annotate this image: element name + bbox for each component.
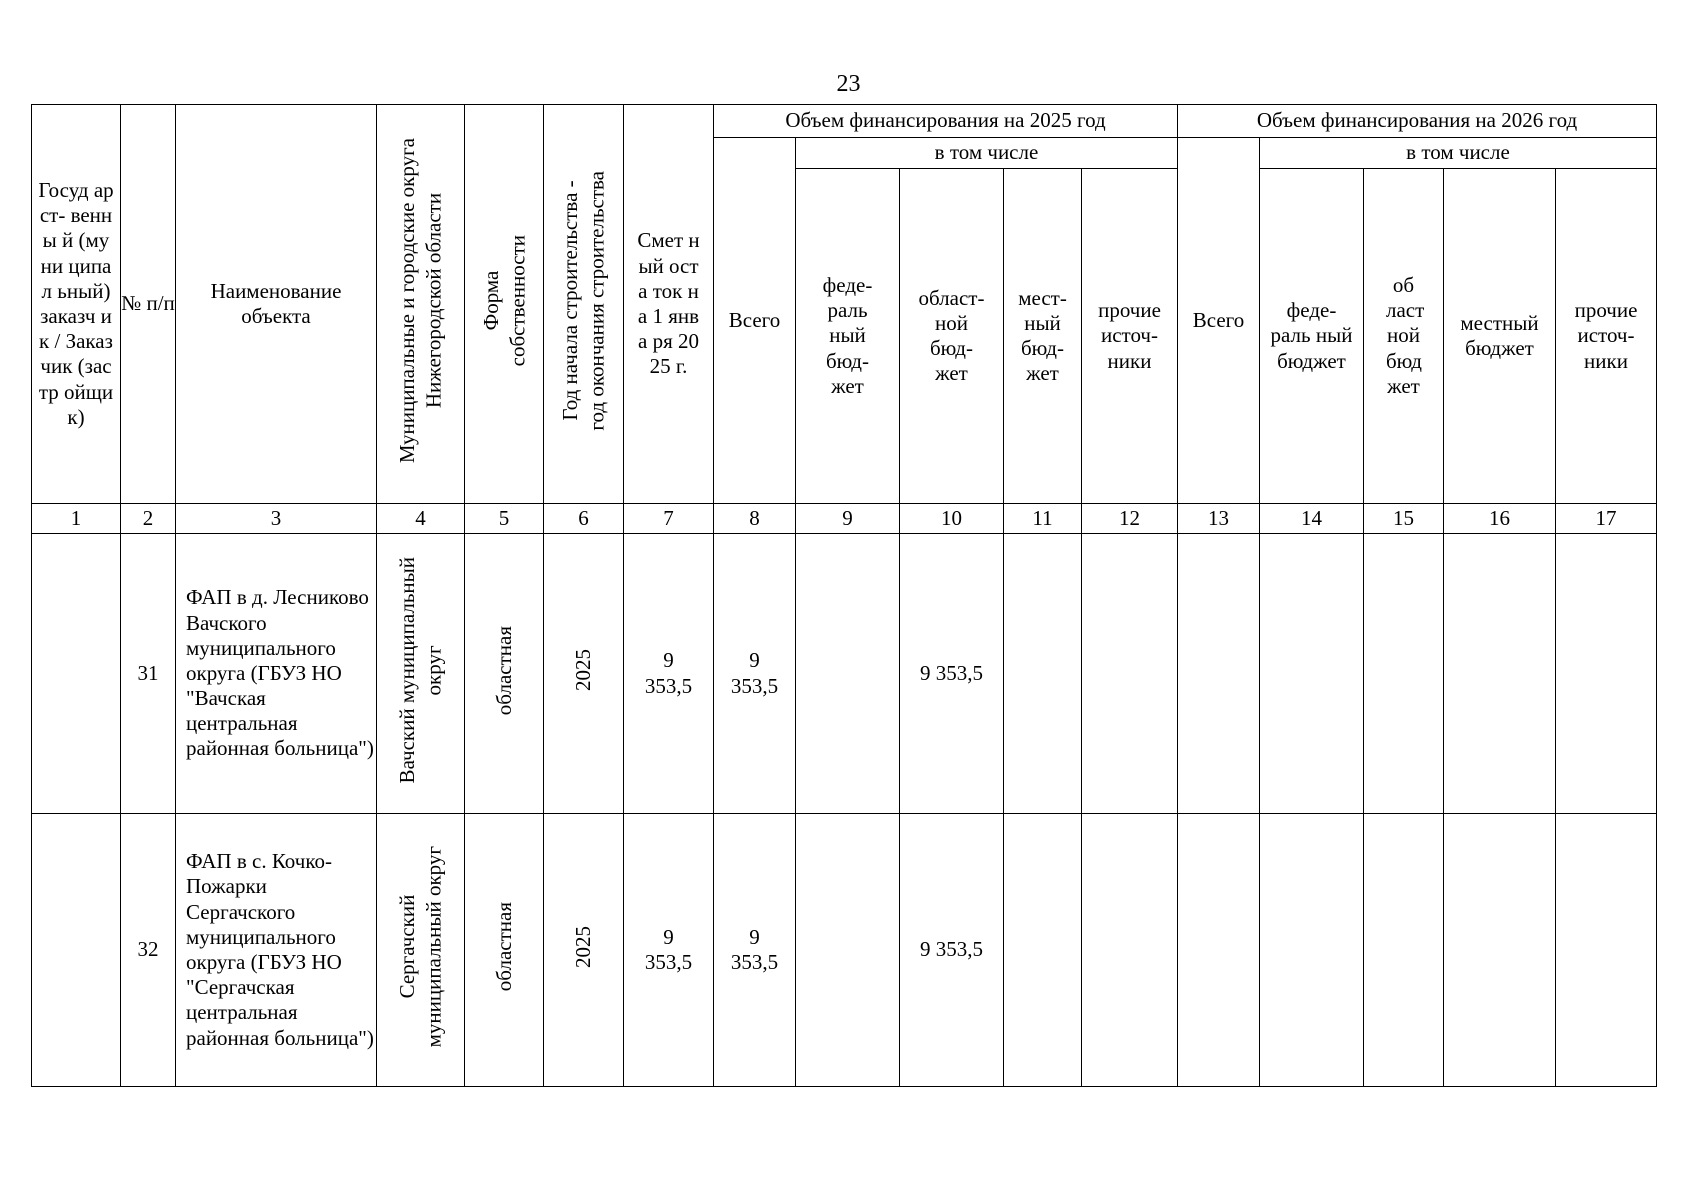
- local-2025-cell: [1004, 814, 1082, 1087]
- column-number: 3: [176, 504, 377, 534]
- header-total-2026: Всего: [1178, 138, 1260, 504]
- page-number: 23: [836, 71, 861, 97]
- column-number: 8: [714, 504, 796, 534]
- column-number: 13: [1178, 504, 1260, 534]
- column-number: 11: [1004, 504, 1082, 534]
- customer-cell: [32, 534, 121, 814]
- column-number: 16: [1444, 504, 1556, 534]
- other-2026-cell: [1556, 814, 1657, 1087]
- regional-2026-cell: [1364, 534, 1444, 814]
- total-2026-cell: [1178, 814, 1260, 1087]
- header-including-2025: в том числе: [796, 138, 1178, 169]
- header-customer: Госуд арст- венны й (муни ципал ьный) заказч ик / Заказ чик (застр ойщи к): [32, 105, 121, 504]
- estimate-cell: 9 353,5: [624, 534, 714, 814]
- customer-cell: [32, 814, 121, 1087]
- header-ownership: Форма собственности: [465, 105, 544, 504]
- column-number: 4: [377, 504, 465, 534]
- total-2026-cell: [1178, 534, 1260, 814]
- header-row-1: [32, 105, 1657, 138]
- federal-2026-cell: [1260, 814, 1364, 1087]
- column-number: 15: [1364, 504, 1444, 534]
- header-regional-2025: област- ной бюд- жет: [900, 169, 1004, 504]
- total-2025-cell: 9 353,5: [714, 534, 796, 814]
- other-2025-cell: [1082, 814, 1178, 1087]
- other-2026-cell: [1556, 534, 1657, 814]
- total-2025-cell: 9 353,5: [714, 814, 796, 1087]
- regional-2026-cell: [1364, 814, 1444, 1087]
- header-group-2026: Объем финансирования на 2026 год: [1178, 105, 1657, 138]
- row-number-cell: 31: [121, 534, 176, 814]
- district-cell: Сергачский муниципальный округ: [377, 814, 465, 1087]
- column-number: 6: [544, 504, 624, 534]
- column-number: 2: [121, 504, 176, 534]
- column-number: 7: [624, 504, 714, 534]
- header-local-2025: мест- ный бюд- жет: [1004, 169, 1082, 504]
- years-cell: 2025: [544, 814, 624, 1087]
- local-2025-cell: [1004, 534, 1082, 814]
- federal-2025-cell: [796, 534, 900, 814]
- header-federal-2025: феде- раль ный бюд- жет: [796, 169, 900, 504]
- column-number: 17: [1556, 504, 1657, 534]
- header-estimate: Смет ный оста ток на 1 янва ря 2025 г.: [624, 105, 714, 504]
- column-number: 9: [796, 504, 900, 534]
- column-number: 14: [1260, 504, 1364, 534]
- column-number: 5: [465, 504, 544, 534]
- financing-table: [31, 104, 1657, 1087]
- local-2026-cell: [1444, 534, 1556, 814]
- header-other-2026: прочие источ- ники: [1556, 169, 1657, 504]
- regional-2025-cell: 9 353,5: [900, 814, 1004, 1087]
- other-2025-cell: [1082, 534, 1178, 814]
- header-group-2025: Объем финансирования на 2025 год: [714, 105, 1178, 138]
- estimate-cell: 9 353,5: [624, 814, 714, 1087]
- district-cell: Вачский муниципальный округ: [377, 534, 465, 814]
- column-number: 1: [32, 504, 121, 534]
- header-regional-2026: об ласт ной бюд жет: [1364, 169, 1444, 504]
- header-including-2026: в том числе: [1260, 138, 1657, 169]
- table-row: [32, 814, 1657, 1087]
- header-local-2026: местный бюджет: [1444, 169, 1556, 504]
- header-construction-years: Год начала строительства - год окончания строительства: [544, 105, 624, 504]
- ownership-cell: областная: [465, 534, 544, 814]
- federal-2026-cell: [1260, 534, 1364, 814]
- header-district: Муниципальные и городские округа Нижегородской области: [377, 105, 465, 504]
- header-federal-2026: феде- раль ный бюджет: [1260, 169, 1364, 504]
- column-number: 10: [900, 504, 1004, 534]
- header-number: № п/п: [121, 105, 176, 504]
- header-total-2025: Всего: [714, 138, 796, 504]
- header-other-2025: прочие источ- ники: [1082, 169, 1178, 504]
- row-number-cell: 32: [121, 814, 176, 1087]
- object-name-cell: ФАП в д. Лесниково Вачского муниципального округа (ГБУЗ НО "Вачская центральная районная больница"): [176, 534, 377, 814]
- table-row: [32, 534, 1657, 814]
- header-object-name: Наименование объекта: [176, 105, 377, 504]
- federal-2025-cell: [796, 814, 900, 1087]
- column-number-row: [32, 504, 1657, 534]
- object-name-cell: ФАП в с. Кочко-Пожарки Сергачского муниципального округа (ГБУЗ НО "Сергачская центральная районная больница"): [176, 814, 377, 1087]
- years-cell: 2025: [544, 534, 624, 814]
- local-2026-cell: [1444, 814, 1556, 1087]
- regional-2025-cell: 9 353,5: [900, 534, 1004, 814]
- ownership-cell: областная: [465, 814, 544, 1087]
- column-number: 12: [1082, 504, 1178, 534]
